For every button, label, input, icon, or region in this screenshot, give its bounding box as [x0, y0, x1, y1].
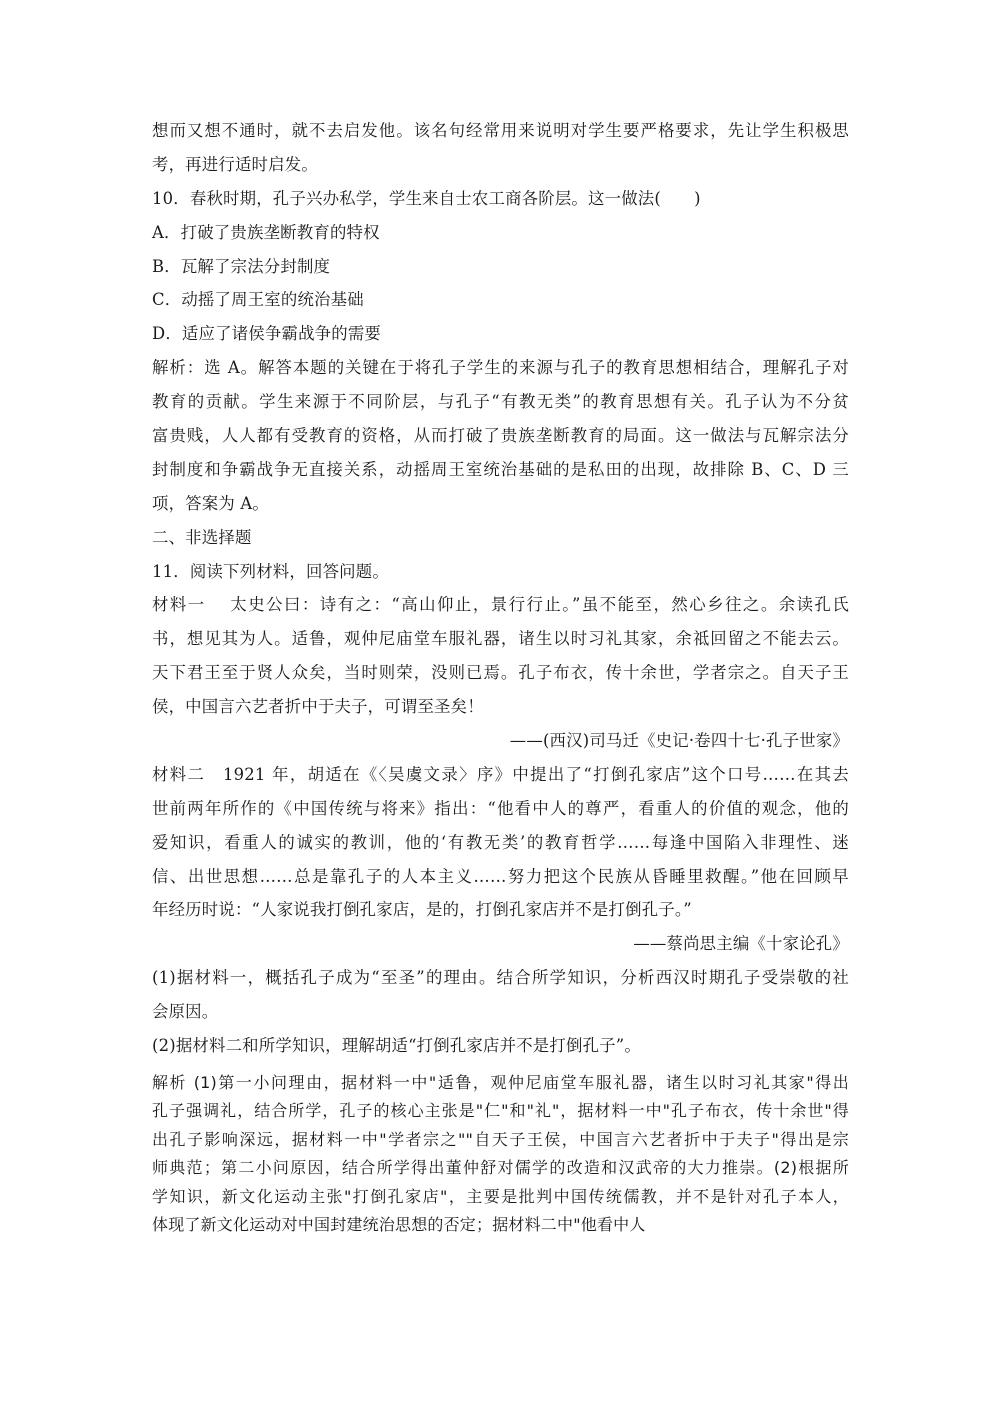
q10-analysis-line: 富贵贱，人人都有受教育的资格，从而打破了贵族垄断教育的局面。这一做法与瓦解宗法分 — [152, 426, 849, 446]
q10-analysis-line: 封制度和争霸战争无直接关系，动摇周王室统治基础的是私田的出现，故排除 B、C、D 三 — [152, 459, 849, 479]
option-c: C．动摇了周王室的统治基础 — [152, 290, 364, 310]
q10-analysis-line: 项，答案为 A。 — [152, 493, 269, 513]
material-2-line: 信、出世思想……总是靠孔子的人本主义……努力把这个民族从昏睡里救醒。”他在回顾早 — [152, 866, 849, 886]
intro-line: 考，再进行适时启发。 — [152, 154, 318, 174]
sub-question-1-cont: 会原因。 — [152, 1002, 219, 1022]
option-a: A．打破了贵族垄断教育的特权 — [152, 222, 380, 242]
sub-question-1: (1)据材料一，概括孔子成为“至圣”的理由。结合所学知识，分析西汉时期孔子受崇敬的社 — [152, 968, 849, 988]
material-2-line: 材料二 1921 年，胡适在《〈吴虞文录〉序》中提出了“打倒孔家店”这个口号……在其去 — [152, 764, 849, 784]
q11-analysis-line: 出孔子影响深远，据材料一中"学者宗之""自天子王侯，中国言六艺者折中于夫子"得出是宗 — [152, 1129, 849, 1149]
q10-analysis-line: 教育的贡献。学生来源于不同阶层，与孔子“有教无类”的教育思想有关。孔子认为不分贫 — [152, 392, 849, 412]
material-1-line: 天下君王至于贤人众矣，当时则荣，没则已焉。孔子布衣，传十余世，学者宗之。自天子王 — [152, 663, 849, 683]
sub-question-2: (2)据材料二和所学知识，理解胡适“打倒孔家店并不是打倒孔子”。 — [152, 1036, 641, 1056]
question-10-stem: 10．春秋时期，孔子兴办私学，学生来自士农工商各阶层。这一做法( ) — [152, 188, 701, 208]
question-11-stem: 11．阅读下列材料，回答问题。 — [152, 561, 389, 581]
q11-analysis-line: 师典范；第二小问原因，结合所学得出董仲舒对儒学的改造和汉武帝的大力推崇。(2)根据所 — [152, 1158, 849, 1178]
material-1-source: ——(西汉)司马迁《史记·卷四十七·孔子世家》 — [509, 731, 849, 751]
material-2-line: 年经历时说：“人家说我打倒孔家店，是的，打倒孔家店并不是打倒孔子。” — [152, 900, 692, 920]
q11-analysis-line: 孔子强调礼，结合所学，孔子的核心主张是"仁"和"礼"，据材料一中"孔子布衣，传十余世"得 — [152, 1101, 849, 1121]
q11-analysis-line: 解析 (1)第一小问理由，据材料一中"适鲁，观仲尼庙堂车服礼器，诸生以时习礼其家"得出 — [152, 1072, 849, 1092]
material-2-line: 世前两年所作的《中国传统与将来》指出：“他看中人的尊严，看重人的价值的观念，他的 — [152, 798, 849, 818]
material-1-line: 书，想见其为人。适鲁，观仲尼庙堂车服礼器，诸生以时习礼其家，余祗回留之不能去云。 — [152, 629, 849, 649]
document-page — [152, 117, 849, 1241]
intro-line: 想而又想不通时，就不去启发他。该名句经常用来说明对学生要严格要求，先让学生积极思 — [152, 121, 849, 140]
material-1-line: 侯，中国言六艺者折中于夫子，可谓至圣矣！ — [152, 697, 484, 717]
option-d: D．适应了诸侯争霸战争的需要 — [152, 324, 382, 344]
material-2-source: ——蔡尚思主编《十家论孔》 — [633, 934, 849, 954]
section-heading: 二、非选择题 — [152, 527, 252, 547]
material-1-line: 材料一 太史公曰：诗有之：“高山仰止，景行行止。”虽不能至，然心乡往之。余读孔氏 — [152, 595, 849, 615]
q11-analysis-line: 学知识，新文化运动主张"打倒孔家店"，主要是批判中国传统儒教，并不是针对孔子本人， — [152, 1186, 849, 1206]
material-2-line: 爱知识，看重人的诚实的教训，他的‘有教无类’的教育哲学……每逢中国陷入非理性、迷 — [152, 832, 849, 852]
option-b: B．瓦解了宗法分封制度 — [152, 256, 331, 276]
q11-analysis — [152, 1070, 849, 1241]
q11-analysis-line: 体现了新文化运动对中国封建统治思想的否定；据材料二中"他看中人 — [152, 1215, 646, 1235]
q10-analysis-line: 解析：选 A。解答本题的关键在于将孔子学生的来源与孔子的教育思想相结合，理解孔子对 — [152, 358, 849, 378]
